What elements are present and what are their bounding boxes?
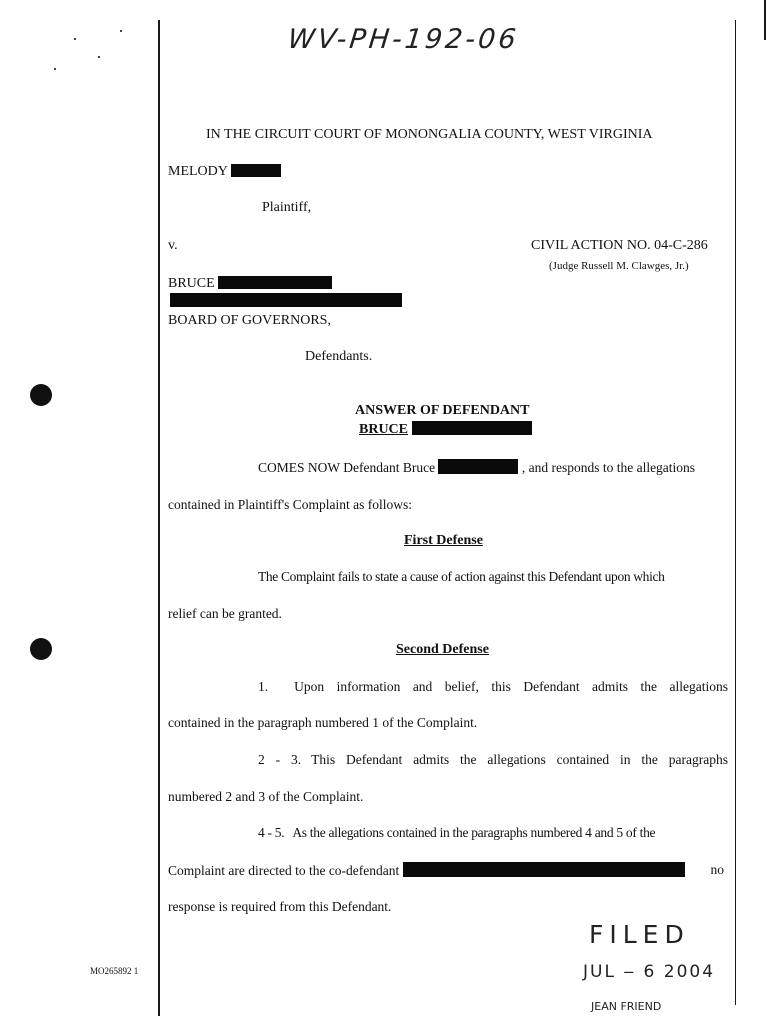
answer-title: ANSWER OF DEFENDANT	[355, 403, 530, 418]
defendant-name: BRUCE	[168, 276, 215, 291]
first-defense-line-2: relief can be granted.	[168, 606, 282, 621]
filed-stamp: FILED	[589, 920, 690, 949]
redaction-box	[218, 276, 332, 289]
right-margin-line	[735, 20, 736, 1005]
handwritten-case-number: WV-PH-192-06	[286, 24, 521, 55]
para3-line-1	[258, 825, 655, 841]
para2-number: 2 - 3.	[258, 752, 302, 767]
para3-number: 4 - 5.	[258, 825, 285, 840]
para1-line-1	[258, 679, 728, 695]
para1-number: 1.	[258, 679, 269, 694]
para1-text: Upon information and belief, this Defendant admits the allegations	[294, 679, 728, 694]
judge-name: (Judge Russell M. Clawges, Jr.)	[549, 260, 689, 272]
versus: v.	[168, 238, 178, 253]
intro-line-1	[258, 459, 728, 476]
redaction-box	[438, 459, 518, 474]
intro-text-b: , and responds to the allegations	[521, 460, 696, 475]
plaintiff-line	[168, 164, 281, 180]
para2-line-1	[258, 752, 728, 768]
para3-line-2	[168, 862, 728, 879]
para2-text: This Defendant admits the allegations contained in the paragraphs	[311, 752, 728, 767]
redaction-box	[231, 164, 281, 177]
defendants-role: Defendants.	[305, 349, 373, 364]
scan-speck	[120, 30, 122, 32]
para1-line-2: contained in the paragraph numbered 1 of the Complaint.	[168, 715, 478, 730]
redaction-box	[412, 421, 532, 435]
hole-punch-bottom	[30, 638, 52, 660]
filed-stamp-date: JUL ‒ 6 2004	[583, 962, 716, 982]
para2-line-2: numbered 2 and 3 of the Complaint.	[168, 789, 364, 804]
left-margin-line	[158, 20, 160, 1016]
court-title: IN THE CIRCUIT COURT OF MONONGALIA COUNTY, WEST VIRGINIA	[206, 127, 653, 142]
edge-line	[764, 0, 766, 40]
plaintiff-role: Plaintiff,	[262, 200, 312, 215]
plaintiff-name: MELODY	[168, 164, 228, 179]
redaction-box	[403, 862, 685, 877]
para3-text-a: Complaint are directed to the co-defendant	[168, 863, 400, 878]
hole-punch-top	[30, 384, 52, 406]
intro-text-a: COMES NOW Defendant Bruce	[258, 460, 436, 475]
document-id: MO265892 1	[90, 966, 139, 976]
para3-text-b: no	[710, 862, 724, 877]
first-defense-line-1: The Complaint fails to state a cause of action against this Defendant upon which	[258, 569, 665, 584]
intro-line-2: contained in Plaintiff's Complaint as follows:	[168, 497, 413, 512]
civil-action-number: CIVIL ACTION NO. 04-C-286	[531, 238, 708, 253]
scan-speck	[74, 38, 76, 40]
second-defense-heading: Second Defense	[396, 642, 489, 657]
filed-stamp-clerk: JEAN FRIEND	[591, 1000, 662, 1013]
para3-line-3: response is required from this Defendant.	[168, 899, 392, 914]
scan-speck	[54, 68, 56, 70]
defendant-board: BOARD OF GOVERNORS,	[168, 313, 331, 328]
para3-text: As the allegations contained in the paragraphs numbered 4 and 5 of the	[292, 825, 656, 840]
answer-name-line	[359, 421, 532, 438]
answer-name: BRUCE	[359, 422, 409, 437]
redaction-box	[170, 293, 402, 307]
defendant-line	[168, 276, 332, 292]
scan-speck	[98, 56, 100, 58]
first-defense-heading: First Defense	[404, 533, 483, 548]
